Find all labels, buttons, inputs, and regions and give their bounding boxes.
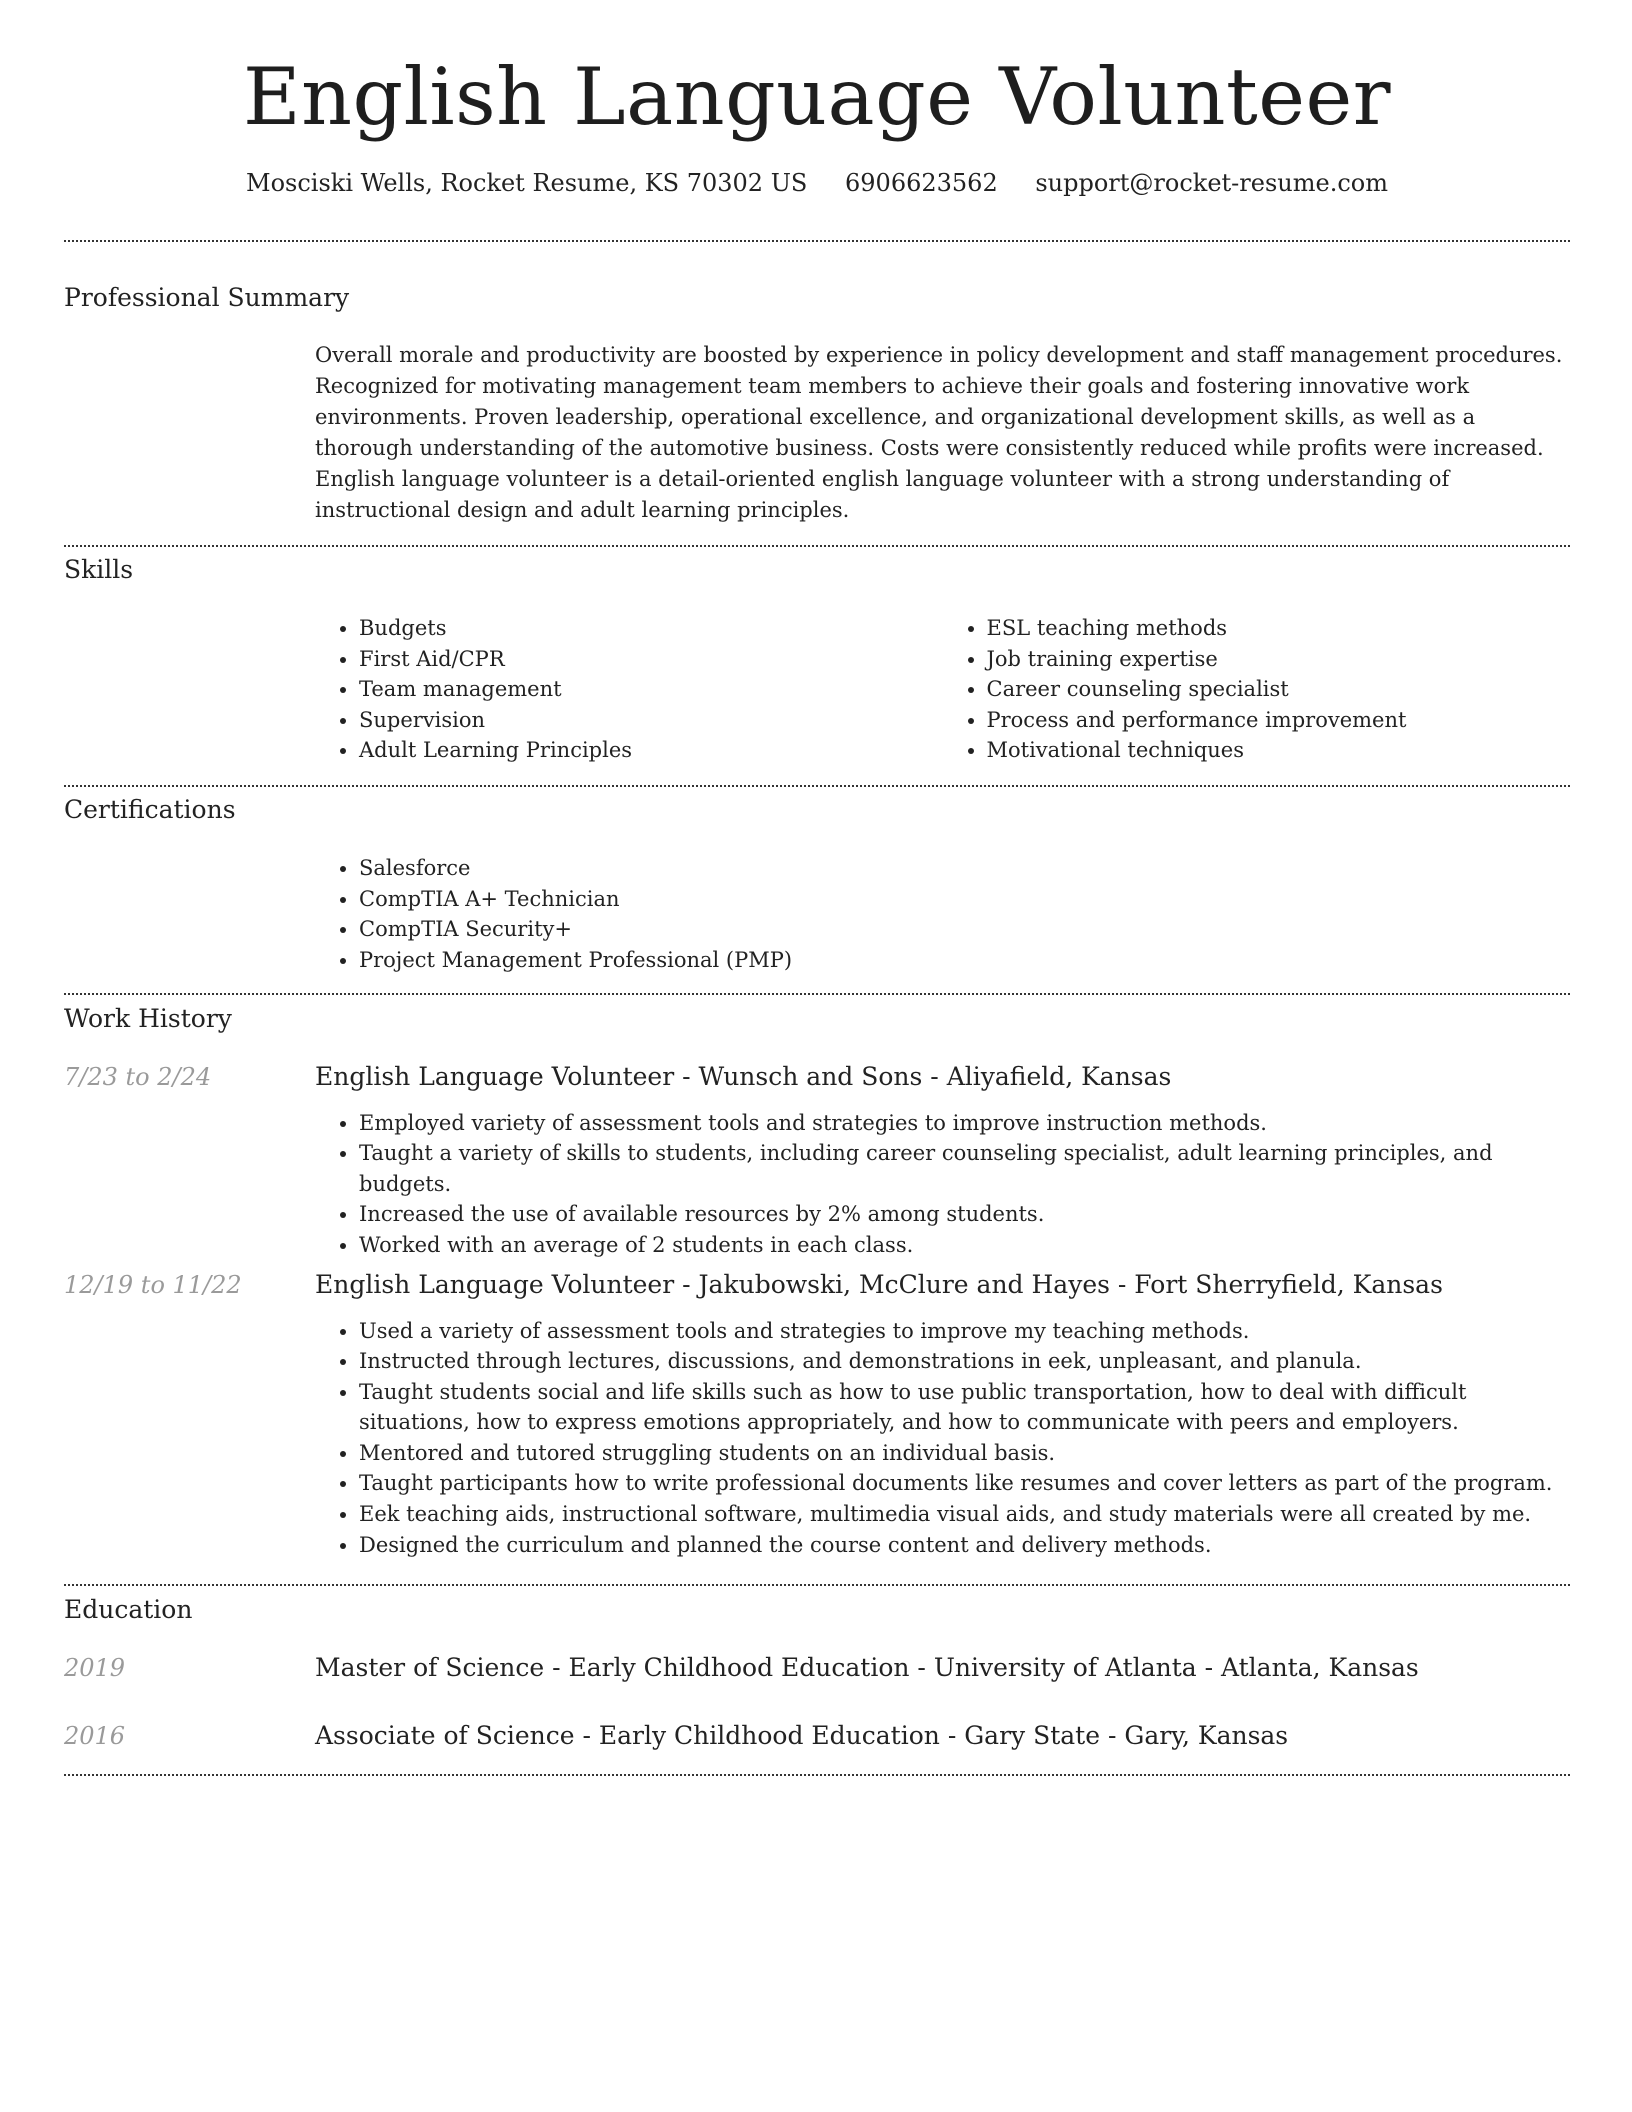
- list-item: • Project Management Professional (PMP): [359, 945, 1570, 976]
- list-item: • Process and performance improvement: [987, 705, 1571, 736]
- list-item: • Instructed through lectures, discussions, and demonstrations in eek, unpleasant, and planula.: [359, 1346, 1570, 1377]
- section-title-skills: Skills: [64, 555, 134, 584]
- contact-address: Mosciski Wells, Rocket Resume, KS 70302 US: [246, 169, 808, 197]
- job-heading: English Language Volunteer - Jakubowski, McClure and Hayes - Fort Sherryfield, Kansas: [315, 1270, 1443, 1299]
- list-item: • Budgets: [359, 613, 943, 644]
- job-bullets: [315, 1316, 1570, 1561]
- certifications-list: [315, 853, 1570, 975]
- education-year: 2019: [64, 1654, 126, 1682]
- skills-block: [315, 613, 1570, 766]
- section-title-work: Work History: [64, 1004, 232, 1033]
- job-dates: 12/19 to 11/22: [64, 1271, 242, 1299]
- job-entry: [315, 1269, 1570, 1560]
- divider: [64, 545, 1570, 547]
- list-item: • Supervision: [359, 705, 943, 736]
- list-item: • CompTIA Security+: [359, 914, 1570, 945]
- list-item: • Taught a variety of skills to students, including career counseling specialist, adult learning principles, and budgets.: [359, 1138, 1570, 1199]
- list-item: • Motivational techniques: [987, 735, 1571, 766]
- education-heading: Associate of Science - Early Childhood Education - Gary State - Gary, Kansas: [315, 1721, 1289, 1750]
- list-item: • Used a variety of assessment tools and strategies to improve my teaching methods.: [359, 1316, 1570, 1347]
- education-heading: Master of Science - Early Childhood Education - University of Atlanta - Atlanta, Kansas: [315, 1653, 1419, 1682]
- list-item: • Taught students social and life skills such as how to use public transportation, how to deal with difficult situations, how to express emotions appropriately, and how to communicate with peers and employers.: [359, 1377, 1570, 1438]
- list-item: • First Aid/CPR: [359, 644, 943, 675]
- list-item: • Adult Learning Principles: [359, 735, 943, 766]
- job-dates: 7/23 to 2/24: [64, 1063, 212, 1091]
- list-item: • ESL teaching methods: [987, 613, 1571, 644]
- divider: [64, 240, 1570, 242]
- divider: [64, 993, 1570, 995]
- summary-block: [315, 340, 1570, 526]
- contact-email: support@rocket-resume.com: [1035, 169, 1388, 197]
- divider: [64, 1584, 1570, 1586]
- section-title-certifications: Certifications: [64, 795, 236, 824]
- divider: [64, 785, 1570, 787]
- list-item: • Eek teaching aids, instructional software, multimedia visual aids, and study materials were all created by me.: [359, 1499, 1570, 1530]
- list-item: • Employed variety of assessment tools and strategies to improve instruction methods.: [359, 1108, 1570, 1139]
- skills-list-right: [943, 613, 1571, 766]
- list-item: • Job training expertise: [987, 644, 1571, 675]
- list-item: • Increased the use of available resources by 2% among students.: [359, 1199, 1570, 1230]
- list-item: • Taught participants how to write professional documents like resumes and cover letters as part of the program.: [359, 1468, 1570, 1499]
- list-item: • Salesforce: [359, 853, 1570, 884]
- list-item: • Career counseling specialist: [987, 674, 1571, 705]
- divider: [64, 1774, 1570, 1776]
- list-item: • Worked with an average of 2 students in each class.: [359, 1230, 1570, 1261]
- education-entry: [315, 1720, 1570, 1753]
- resume-page: [64, 0, 1570, 1750]
- list-item: • Designed the curriculum and planned the course content and delivery methods.: [359, 1530, 1570, 1561]
- list-item: • Team management: [359, 674, 943, 705]
- contact-line: [64, 168, 1570, 199]
- education-year: 2016: [64, 1722, 126, 1750]
- job-entry: [315, 1061, 1570, 1260]
- section-title-summary: Professional Summary: [64, 283, 350, 312]
- education-entry: [315, 1652, 1570, 1685]
- job-bullets: [315, 1108, 1570, 1261]
- job-heading: English Language Volunteer - Wunsch and Sons - Aliyafield, Kansas: [315, 1062, 1172, 1091]
- summary-text: Overall morale and productivity are boosted by experience in policy development and staff management procedures. Recognized for motivating management team members to achieve their goals and fostering innovative work environments. Proven leadership, operational excellence, and organizational development skills, as well as a thorough understanding of the automotive business. Costs were consistently reduced while profits were increased. English language volunteer is a detail-oriented english language volunteer with a strong understanding of instructional design and adult learning principles.: [315, 343, 1563, 522]
- section-title-education: Education: [64, 1595, 193, 1624]
- list-item: • CompTIA A+ Technician: [359, 884, 1570, 915]
- resume-name: English Language Volunteer: [242, 51, 1391, 143]
- skills-list-left: [315, 613, 943, 766]
- list-item: • Mentored and tutored struggling students on an individual basis.: [359, 1438, 1570, 1469]
- contact-phone: 6906623562: [845, 169, 998, 197]
- certifications-block: [315, 853, 1570, 975]
